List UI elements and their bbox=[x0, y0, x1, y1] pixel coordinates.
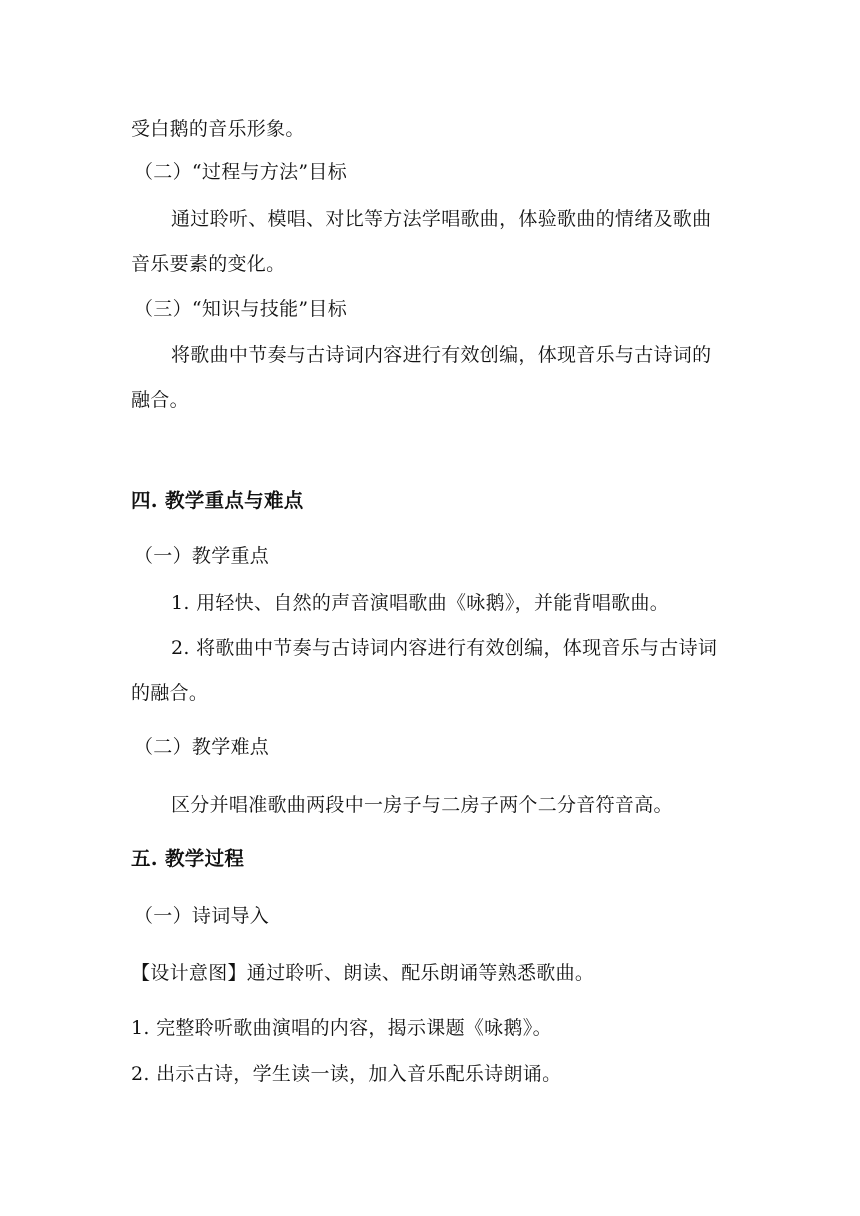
section5-heading: 五. 教学过程 bbox=[131, 847, 245, 870]
knowledge-skill-title: （三）“知识与技能”目标 bbox=[134, 298, 348, 320]
key-point-item-1: 1. 用轻快、自然的声音演唱歌曲《咏鹅》，并能背唱歌曲。 bbox=[171, 592, 670, 614]
process-method-text-line1: 通过聆听、模唱、对比等方法学唱歌曲，体验歌曲的情绪及歌曲 bbox=[171, 208, 712, 230]
process-method-title: （二）“过程与方法”目标 bbox=[134, 161, 348, 183]
key-point-item-2-line2: 的融合。 bbox=[131, 682, 209, 704]
design-intent: 【设计意图】通过聆听、朗读、配乐朗诵等熟悉歌曲。 bbox=[131, 962, 595, 984]
key-points-title: （一）教学重点 bbox=[134, 545, 270, 567]
process-method-text-line2: 音乐要素的变化。 bbox=[131, 253, 286, 275]
intro-step-2: 2. 出示古诗，学生读一读，加入音乐配乐诗朗诵。 bbox=[131, 1063, 562, 1085]
knowledge-skill-text-line2: 融合。 bbox=[131, 389, 189, 411]
difficulties-title: （二）教学难点 bbox=[134, 736, 270, 758]
section4-heading: 四. 教学重点与难点 bbox=[131, 489, 304, 512]
objective-emotion-tail: 受白鹅的音乐形象。 bbox=[131, 118, 305, 140]
intro-title: （一）诗词导入 bbox=[134, 905, 270, 927]
intro-step-1: 1. 完整聆听歌曲演唱的内容，揭示课题《咏鹅》。 bbox=[131, 1017, 552, 1039]
key-point-item-2-line1: 2. 将歌曲中节奏与古诗词内容进行有效创编，体现音乐与古诗词 bbox=[171, 637, 718, 659]
difficulties-text: 区分并唱准歌曲两段中一房子与二房子两个二分音符音高。 bbox=[171, 794, 673, 816]
knowledge-skill-text-line1: 将歌曲中节奏与古诗词内容进行有效创编，体现音乐与古诗词的 bbox=[171, 344, 712, 366]
